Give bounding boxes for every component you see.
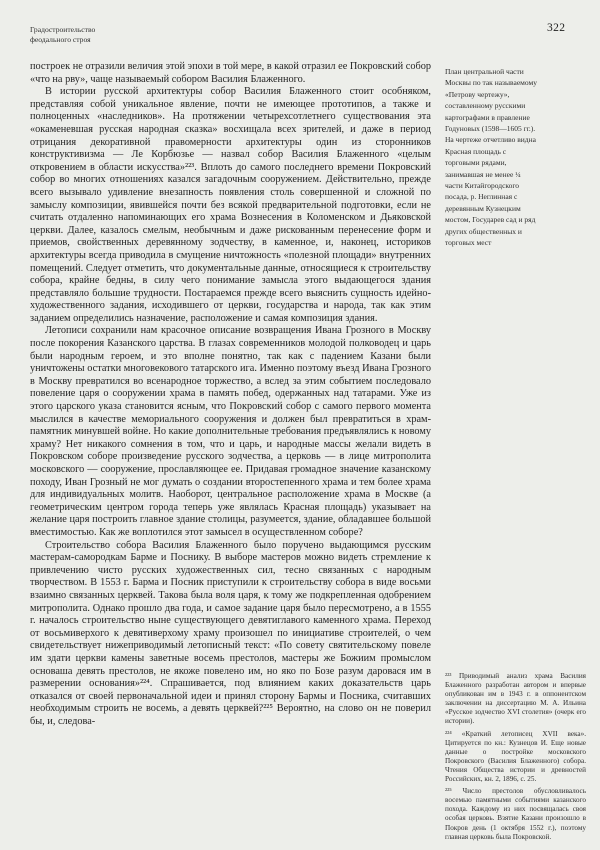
margin-footnotes [445, 672, 586, 845]
footnote-224: ²²⁴ «Краткий летописец XVII века». Цитируется по кн.: Кузнецов И. Еще новые данные о постройке московского Покровского (Василия Блаженного) собора. Чтения Общества истории и древностей Российских, кн. 2, 1896, с. 25. [445, 729, 586, 784]
paragraph-chronicles: Летописи сохранили нам красочное описание возвращения Ивана Грозного в Москву после покорения Казанского царства. В глазах современников молодой полководец и царь были народным героем, и это вполне понятно, так как с падением Казани были уничтожены остатки многовекового татарского ига. Именно поэтому въезд Ивана Грозного в Москву превратился во всенародное торжество, а вслед за этим событием последовало повеление царя о сооружении храма в память побед, одержанных над татарами. Уже из этого царского указа становится ясным, что Покровский собор с самого первого момента мыслился в качестве мемориального сооружения и должен был превратиться в храм-памятник минувшей войне. Но какие дополнительные требования предъявлялись к новому храму? Нет никакого сомнения в том, что и царь, и народные массы желали видеть в Покровском соборе произведение русского зодчества, а церковь — в лице митрополита московского — сооружение, прославляющее ее. Придавая громадное значение казанскому походу, Иван Грозный не мог думать о создании второстепенного храма и тем более храма для индивидуальных молитв. Наоборот, центральное расположение храма в Москве (а геометрическим центром города теперь уже являлась Красная площадь) указывает на желание царя построить главное здание столицы, разумеется, здание, обладавшее большой вместимостью. Как же воплотился этот замысел в осуществленном соборе? [30, 325, 431, 538]
footnote-223: ²²³ Приводимый анализ храма Василия Блаженного разработан автором и впервые опубликован им в 1943 г. в оппонентском заключении на диссертацию М. А. Ильина «Русское зодчество XVI столетия» (очерк его истории). [445, 672, 586, 726]
running-title-line1: Градостроительство [30, 25, 96, 34]
page-number: 322 [547, 22, 566, 34]
margin-figure-caption: План центральной части Москвы по так называемому «Петрову чертежу», составленному русскими картографами в правление Годуновых (1598—1605 гг.). На чертеже отчетливо видна Красная площадь с торговыми рядами, занимавшая не менее ¼ части Китайгородского посада, р. Неглинная с деревянным Кузнецким мостом, Государев сад и ряд других общественных и торговых мест [445, 67, 537, 248]
running-title-line2: феодального строя [30, 34, 91, 44]
paragraph-construction: Строительство собора Василия Блаженного было поручено выдающимся русским мастерам-самородкам Барме и Поснику. В выборе мастеров можно видеть стремление к привлечению чисто русских художественных сил, тесно связанных с народным творчеством. В 1553 г. Барма и Посник приступили к строительству собора в виде восьми взаимно связанных церквей. Такова была воля царя, к тому же подкрепленная одобрением митрополита. Однако прошло два года, и самое задание царя было пересмотрено, а в 1555 г. началось строительство ныне существующего девятиглавого каменного храма. Переход от восьмиверхого к девятиверхому храму произошел по инициативе строителей, о чем свидетельствует нижеприводимый летописный текст: «По совету святительскому повеле им здати церкви камены заветные восемь престолов, мастеры же Божиим промыслом основаша девять престолов, не якоже повелено им, но яко по Бозе разум даровася им в размерении основания»²²⁴. Спрашивается, под влиянием каких доказательств царь отказался от своей первоначальной идеи и принял сторону Бармы и Посника, считавших необходимым строить не восемь, а девять церквей?²²⁵ Вероятно, на слово он не поверил бы, и, следова- [30, 539, 431, 727]
footnote-225: ²²⁵ Число престолов обусловливалось восемью памятными событиями казанского похода. Каждому из них посвящалась своя особая церковь. Взятие Казани произошло в Покров день (1 октября 1552 г.), поэтому главная церковь была Покровской. [445, 787, 586, 841]
running-header [30, 25, 95, 44]
paragraph-continuation: построек не отразили величия этой эпохи в той мере, в какой отразил ее Покровский собор «что на рву», чаще называемый собором Василия Блаженного. [30, 61, 431, 85]
main-text-column [30, 61, 431, 728]
paragraph-history-of-cathedral: В истории русской архитектуры собор Василия Блаженного стоит особняком, представляя собой уникальное явление, почти не имеющее прототипов, а также и полноценных «наследников». На протяжении четырехсотлетнего существования эта «окаменевшая русская народная сказка» восхищала всех зрителей, и даже в период отрицания декоративной правомерности архитектуры один из сторонников конструктивизма — Ле Корбюзье — назвал собор Василия Блаженного «целым откровением в области искусства»²²³. Вплоть до самого последнего времени Покровский собор во многих отношениях казался загадочным сооружением. Действительно, прежде всего вызывало удивление внезапность появления столь совершенной и сложной по замыслу композиции, явившейся почти без всякой предварительной подготовки, если не считать отдаленно напоминающих его храма Вознесения в Коломенском и Дьяковской церкви. Далее, казалось смелым, необычным и даже рискованным перенесение форм и приемов, свойственных деревянному зодчеству, в каменное, и, наконец, историков архитектуры всегда приводила в смущение ничтожность «полезной площади» внутренних помещений. Следует отметить, что документальные данные, относящиеся к строительству собора, крайне бедны, в силу чего понимание замысла этого выдающегося здания представляло большие трудности. Постараемся прежде всего выяснить сущность идейно-художественного задания, исходившего от церкви, государства и народа, так как этим заданием определились назначение, расположение и самая композиция здания. [30, 86, 431, 324]
